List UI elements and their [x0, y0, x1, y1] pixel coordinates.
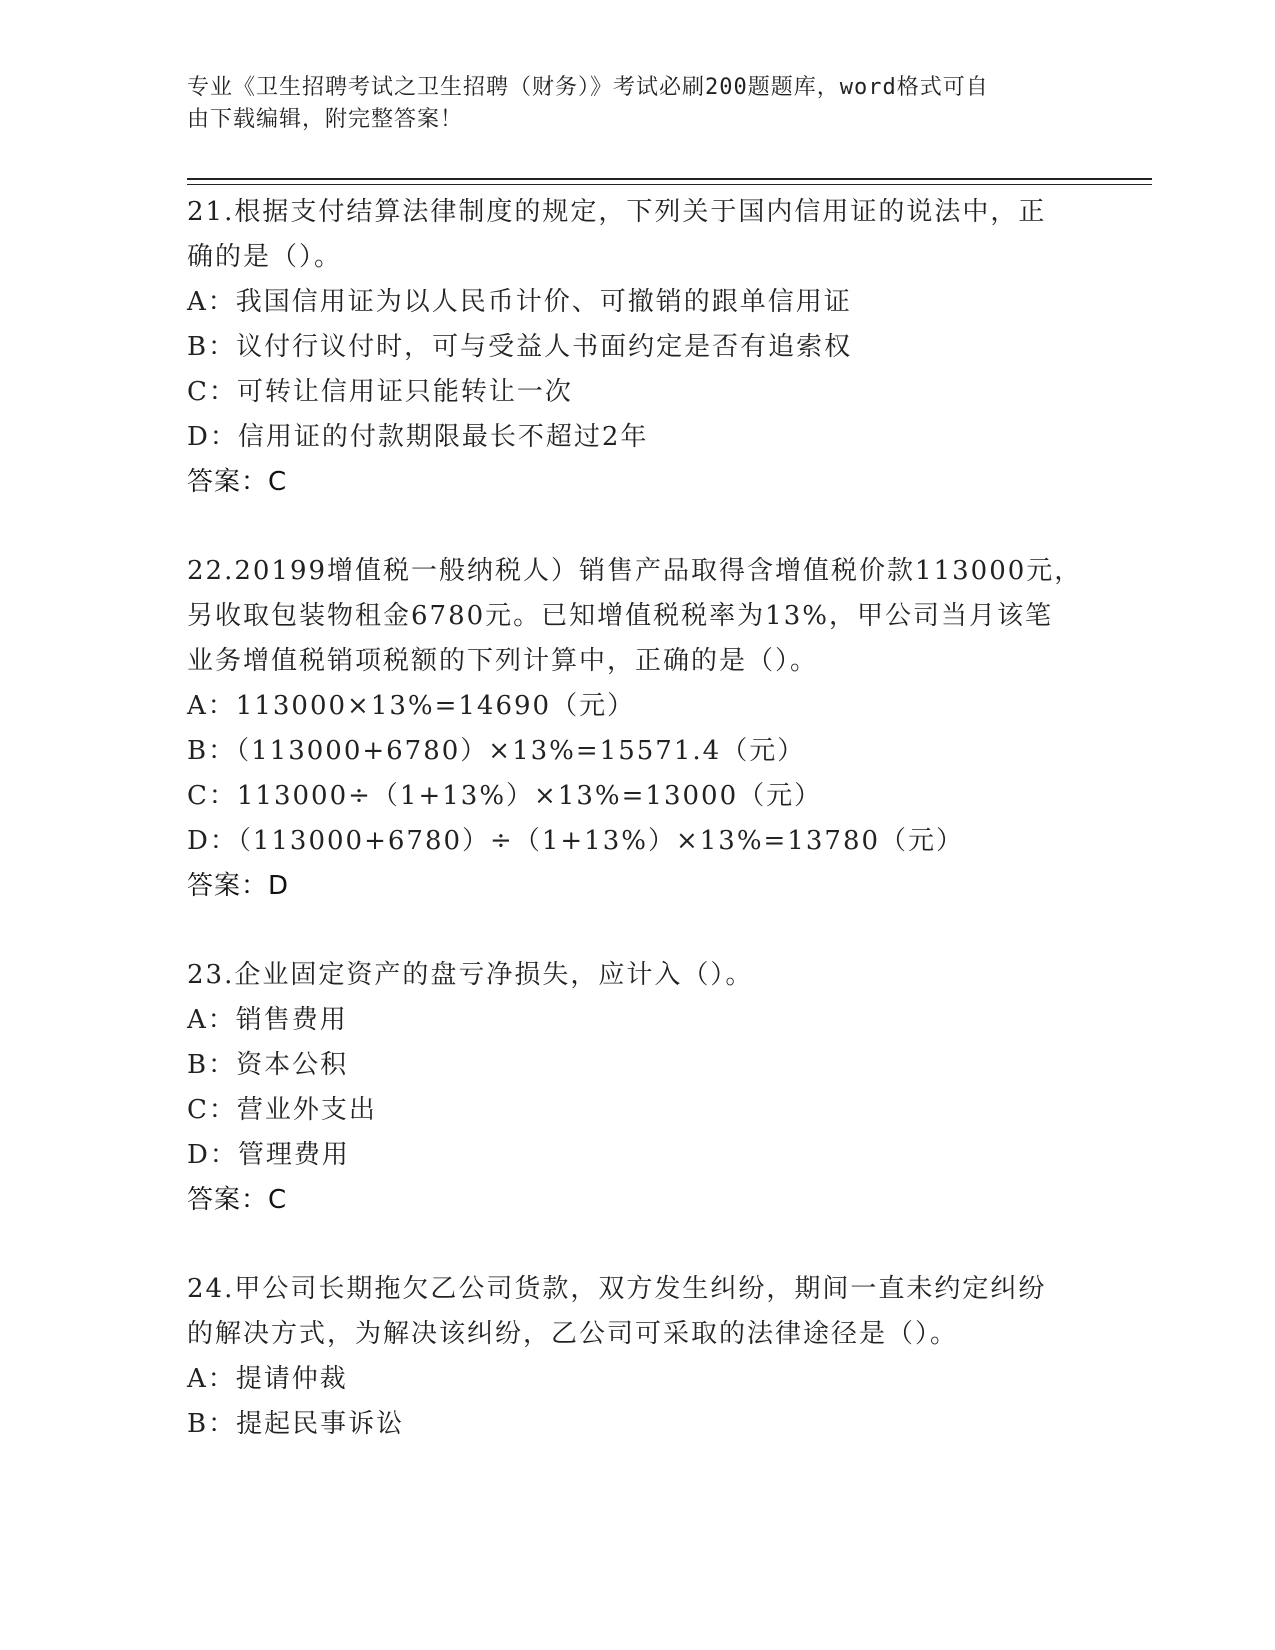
- header-line-1: 专业《卫生招聘考试之卫生招聘（财务）》考试必刷200题题库，word格式可自: [187, 75, 989, 100]
- option-d: D：管理费用: [187, 1140, 350, 1170]
- option-b: B：资本公积: [187, 1050, 349, 1080]
- option-b: B：提起民事诉讼: [187, 1409, 405, 1439]
- option-d: D：信用证的付款期限最长不超过2年: [187, 422, 649, 452]
- question-list: [187, 190, 1087, 1491]
- question-22: [187, 549, 1087, 909]
- question-text: 的解决方式，为解决该纠纷，乙公司可采取的法律途径是（）。: [187, 1319, 959, 1349]
- option-c: C：113000÷（1+13%）×13%=13000（元）: [187, 781, 823, 811]
- answer: 答案：C: [187, 467, 288, 497]
- answer: 答案：C: [187, 1185, 288, 1215]
- header-divider-thin: [187, 184, 1152, 185]
- question-text: 确的是（）。: [187, 242, 343, 272]
- option-d: D：（113000+6780）÷（1+13%）×13%=13780（元）: [187, 826, 965, 856]
- question-24: [187, 1267, 1087, 1447]
- question-text: 22.20199增值税一般纳税人）销售产品取得含增值税价款113000元，: [187, 556, 1083, 586]
- header-divider-thick: [187, 178, 1152, 180]
- option-b: B：（113000+6780）×13%=15571.4（元）: [187, 736, 806, 766]
- question-text: 21.根据支付结算法律制度的规定，下列关于国内信用证的说法中，正: [187, 197, 1047, 227]
- question-text: 另收取包装物租金6780元。已知增值税税率为13%，甲公司当月该笔: [187, 601, 1053, 631]
- answer: 答案：D: [187, 871, 290, 901]
- option-a: A：销售费用: [187, 1005, 348, 1035]
- question-21: [187, 190, 1087, 505]
- option-a: A：113000×13%=14690（元）: [187, 691, 636, 721]
- question-23: [187, 953, 1087, 1223]
- option-a: A：提请仲裁: [187, 1364, 348, 1394]
- question-text: 24.甲公司长期拖欠乙公司货款，双方发生纠纷，期间一直未约定纠纷: [187, 1274, 1047, 1304]
- question-text: 23.企业固定资产的盘亏净损失，应计入（）。: [187, 960, 754, 990]
- option-c: C：可转让信用证只能转让一次: [187, 377, 573, 407]
- option-b: B：议付行议付时，可与受益人书面约定是否有追索权: [187, 332, 853, 362]
- option-c: C：营业外支出: [187, 1095, 377, 1125]
- header-line-2: 由下载编辑，附完整答案！: [187, 107, 464, 132]
- question-text: 业务增值税销项税额的下列计算中，正确的是（）。: [187, 646, 819, 676]
- option-a: A：我国信用证为以人民币计价、可撤销的跟单信用证: [187, 287, 852, 317]
- document-header: [187, 72, 1067, 136]
